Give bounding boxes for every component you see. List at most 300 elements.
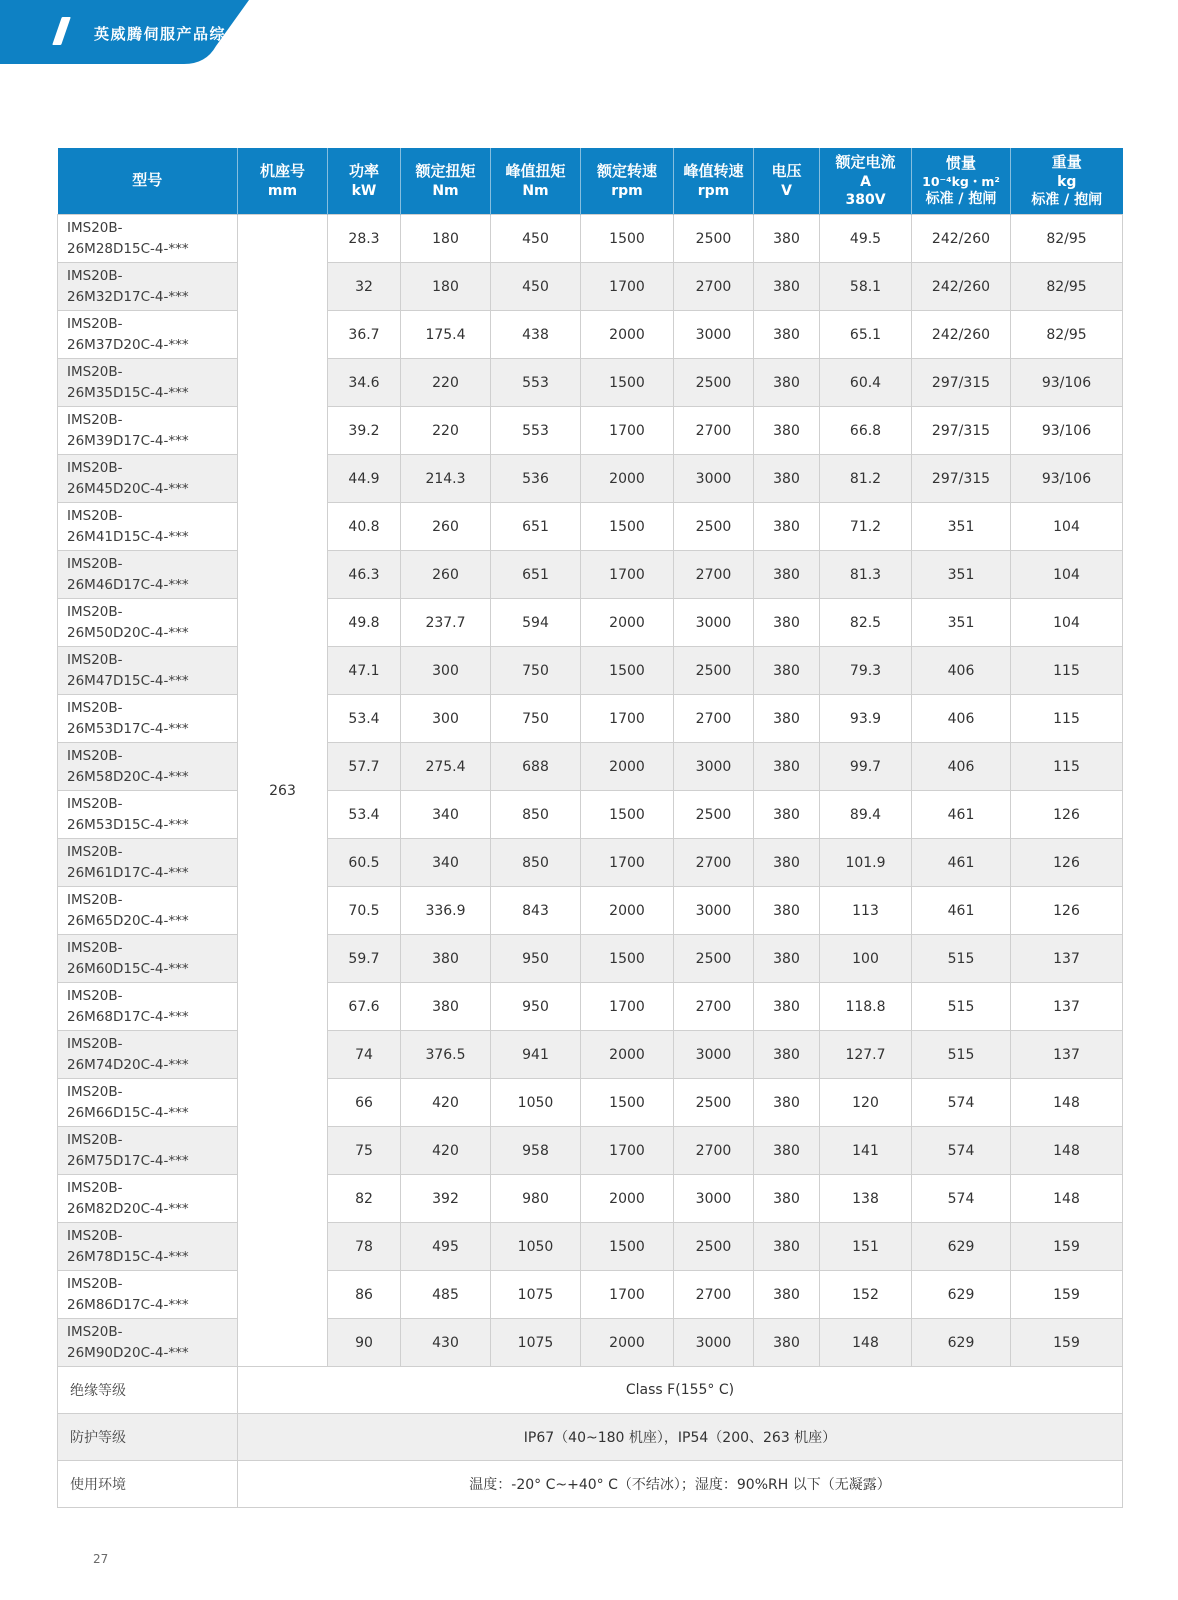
model-cell [58,791,238,839]
model-line: 26M53D15C-4-*** [67,816,189,833]
model-line: IMS20B- [67,267,123,284]
power-cell: 66 [328,1079,401,1127]
peak-speed-cell: 2500 [674,1223,754,1271]
power-cell: 59.7 [328,935,401,983]
model-line: IMS20B- [67,1275,123,1292]
table-row [58,743,1123,791]
inertia-cell: 574 [912,1127,1011,1175]
model-line: IMS20B- [67,219,123,236]
inertia-cell: 461 [912,887,1011,935]
header-line: 标准 / 抱闸 [925,190,997,207]
header-line: A [860,173,871,190]
peak-torque-cell: 850 [491,791,581,839]
rated-current-cell: 118.8 [820,983,912,1031]
peak-torque-cell: 750 [491,647,581,695]
header-line: 功率 [348,162,379,181]
table-row [58,1319,1123,1367]
weight-cell: 159 [1011,1319,1123,1367]
inertia-cell: 515 [912,935,1011,983]
model-line: 26M82D20C-4-*** [67,1200,189,1217]
header-line: kg [1057,173,1077,190]
inertia-cell: 351 [912,503,1011,551]
rated-current-cell: 138 [820,1175,912,1223]
power-cell: 36.7 [328,311,401,359]
table-row [58,599,1123,647]
footer-value: Class F(155° C) [238,1367,1123,1414]
rated-torque-cell: 180 [401,215,491,263]
inertia-cell: 461 [912,839,1011,887]
rated-torque-cell: 495 [401,1223,491,1271]
model-cell [58,647,238,695]
peak-speed-cell: 2500 [674,359,754,407]
model-line: IMS20B- [67,507,123,524]
header-line: 峰值扭矩 [505,162,566,181]
rated-speed-cell: 1700 [581,839,674,887]
peak-torque-cell: 651 [491,551,581,599]
header-line: V [781,182,792,199]
model-cell [58,359,238,407]
inertia-cell: 574 [912,1079,1011,1127]
model-cell [58,1319,238,1367]
rated-speed-cell: 2000 [581,599,674,647]
voltage-cell: 380 [754,215,820,263]
frame-size-cell: 263 [238,215,328,1367]
model-line: 26M41D15C-4-*** [67,528,189,545]
rated-torque-cell: 336.9 [401,887,491,935]
weight-cell: 126 [1011,839,1123,887]
peak-speed-cell: 2500 [674,215,754,263]
footer-row [58,1414,1123,1461]
spec-table-header [58,148,1123,215]
table-row [58,551,1123,599]
rated-speed-cell: 1700 [581,407,674,455]
table-row [58,503,1123,551]
peak-speed-cell: 2500 [674,503,754,551]
peak-speed-cell: 3000 [674,1319,754,1367]
model-line: 26M45D20C-4-*** [67,480,189,497]
model-line: IMS20B- [67,459,123,476]
voltage-cell: 380 [754,599,820,647]
rated-current-cell: 152 [820,1271,912,1319]
rated-speed-cell: 1500 [581,215,674,263]
column-header-power [328,148,401,215]
inertia-cell: 297/315 [912,359,1011,407]
inertia-cell: 297/315 [912,455,1011,503]
rated-torque-cell: 220 [401,359,491,407]
spec-table-body [58,215,1123,1508]
voltage-cell: 380 [754,407,820,455]
model-cell [58,311,238,359]
rated-speed-cell: 1500 [581,647,674,695]
weight-cell: 115 [1011,695,1123,743]
weight-cell: 93/106 [1011,407,1123,455]
peak-torque-cell: 950 [491,935,581,983]
voltage-cell: 380 [754,839,820,887]
column-header-frame [238,148,328,215]
table-row [58,1031,1123,1079]
rated-torque-cell: 380 [401,935,491,983]
voltage-cell: 380 [754,551,820,599]
power-cell: 32 [328,263,401,311]
header-line: Nm [522,182,549,199]
inertia-cell: 406 [912,695,1011,743]
weight-cell: 104 [1011,503,1123,551]
header-line: Nm [432,182,459,199]
weight-cell: 93/106 [1011,359,1123,407]
header-line: 额定转速 [596,162,657,181]
weight-cell: 159 [1011,1223,1123,1271]
header-line: 电压 [771,162,802,181]
model-line: 26M78D15C-4-*** [67,1248,189,1265]
model-line: IMS20B- [67,747,123,764]
column-header-peak-speed [674,148,754,215]
peak-torque-cell: 594 [491,599,581,647]
model-line: IMS20B- [67,939,123,956]
column-header-inertia [912,148,1011,215]
model-line: IMS20B- [67,987,123,1004]
power-cell: 39.2 [328,407,401,455]
header-line: 10⁻⁴kg・m² [922,173,1000,189]
motor-spec-table [57,148,1123,1508]
rated-current-cell: 100 [820,935,912,983]
header-line: 型号 [132,171,163,190]
voltage-cell: 380 [754,1127,820,1175]
peak-speed-cell: 2700 [674,263,754,311]
inertia-cell: 351 [912,551,1011,599]
model-line: 26M86D17C-4-*** [67,1296,189,1313]
model-line: 26M74D20C-4-*** [67,1056,189,1073]
model-line: IMS20B- [67,699,123,716]
peak-torque-cell: 1050 [491,1079,581,1127]
weight-cell: 82/95 [1011,263,1123,311]
rated-current-cell: 49.5 [820,215,912,263]
model-cell [58,1079,238,1127]
model-cell [58,839,238,887]
model-cell [58,1223,238,1271]
rated-torque-cell: 420 [401,1079,491,1127]
peak-speed-cell: 2700 [674,1127,754,1175]
model-line: 26M28D15C-4-*** [67,240,189,257]
inertia-cell: 242/260 [912,311,1011,359]
inertia-cell: 515 [912,1031,1011,1079]
model-line: IMS20B- [67,891,123,908]
header-line: mm [267,182,298,199]
table-row [58,983,1123,1031]
power-cell: 74 [328,1031,401,1079]
model-cell [58,1175,238,1223]
voltage-cell: 380 [754,695,820,743]
rated-torque-cell: 300 [401,647,491,695]
model-line: 26M90D20C-4-*** [67,1344,189,1361]
peak-speed-cell: 2700 [674,407,754,455]
rated-speed-cell: 2000 [581,1319,674,1367]
model-line: IMS20B- [67,1323,123,1340]
header-line: rpm [611,182,643,199]
rated-current-cell: 99.7 [820,743,912,791]
rated-torque-cell: 430 [401,1319,491,1367]
inertia-cell: 242/260 [912,215,1011,263]
weight-cell: 115 [1011,647,1123,695]
banner-title: 英威腾伺服产品综合样本 [94,25,276,43]
voltage-cell: 380 [754,503,820,551]
rated-torque-cell: 420 [401,1127,491,1175]
peak-torque-cell: 980 [491,1175,581,1223]
voltage-cell: 380 [754,1031,820,1079]
header-line: rpm [697,182,730,199]
model-line: 26M53D17C-4-*** [67,720,189,737]
model-cell [58,935,238,983]
rated-speed-cell: 1500 [581,503,674,551]
rated-current-cell: 151 [820,1223,912,1271]
model-line: IMS20B- [67,1035,123,1052]
rated-current-cell: 60.4 [820,359,912,407]
model-cell [58,1031,238,1079]
rated-speed-cell: 1700 [581,551,674,599]
power-cell: 82 [328,1175,401,1223]
table-row [58,455,1123,503]
model-line: 26M65D20C-4-*** [67,912,189,929]
model-cell [58,743,238,791]
power-cell: 34.6 [328,359,401,407]
rated-torque-cell: 237.7 [401,599,491,647]
rated-torque-cell: 260 [401,503,491,551]
inertia-cell: 242/260 [912,263,1011,311]
peak-torque-cell: 553 [491,407,581,455]
model-line: 26M39D17C-4-*** [67,432,189,449]
model-line: 26M75D17C-4-*** [67,1152,189,1169]
table-row [58,887,1123,935]
model-line: 26M37D20C-4-*** [67,336,189,353]
inertia-cell: 629 [912,1223,1011,1271]
model-cell [58,503,238,551]
rated-speed-cell: 2000 [581,455,674,503]
model-line: IMS20B- [67,1083,123,1100]
model-line: IMS20B- [67,603,123,620]
power-cell: 70.5 [328,887,401,935]
table-row [58,647,1123,695]
weight-cell: 104 [1011,551,1123,599]
rated-current-cell: 89.4 [820,791,912,839]
footer-label: 绝缘等级 [58,1367,238,1414]
peak-speed-cell: 3000 [674,887,754,935]
header-line: kW [351,182,377,199]
rated-current-cell: 81.2 [820,455,912,503]
model-line: 26M58D20C-4-*** [67,768,189,785]
rated-speed-cell: 2000 [581,887,674,935]
weight-cell: 126 [1011,887,1123,935]
table-row [58,311,1123,359]
model-line: IMS20B- [67,1179,123,1196]
inertia-cell: 406 [912,743,1011,791]
peak-speed-cell: 3000 [674,455,754,503]
rated-current-cell: 101.9 [820,839,912,887]
rated-speed-cell: 2000 [581,1175,674,1223]
rated-current-cell: 71.2 [820,503,912,551]
peak-torque-cell: 651 [491,503,581,551]
header-line: 380V [845,191,886,208]
model-line: IMS20B- [67,555,123,572]
weight-cell: 115 [1011,743,1123,791]
power-cell: 49.8 [328,599,401,647]
peak-torque-cell: 438 [491,311,581,359]
peak-speed-cell: 2500 [674,647,754,695]
model-line: IMS20B- [67,651,123,668]
rated-speed-cell: 1500 [581,1079,674,1127]
rated-current-cell: 93.9 [820,695,912,743]
table-row [58,1175,1123,1223]
rated-speed-cell: 2000 [581,743,674,791]
column-header-voltage [754,148,820,215]
rated-torque-cell: 380 [401,983,491,1031]
voltage-cell: 380 [754,311,820,359]
rated-torque-cell: 260 [401,551,491,599]
peak-speed-cell: 2700 [674,1271,754,1319]
peak-torque-cell: 1075 [491,1271,581,1319]
rated-speed-cell: 2000 [581,1031,674,1079]
voltage-cell: 380 [754,1319,820,1367]
table-row [58,935,1123,983]
table-row [58,1223,1123,1271]
model-line: IMS20B- [67,795,123,812]
rated-current-cell: 148 [820,1319,912,1367]
voltage-cell: 380 [754,263,820,311]
power-cell: 47.1 [328,647,401,695]
footer-value: IP67（40~180 机座），IP54（200、263 机座） [238,1414,1123,1461]
rated-torque-cell: 300 [401,695,491,743]
voltage-cell: 380 [754,1223,820,1271]
power-cell: 46.3 [328,551,401,599]
rated-speed-cell: 2000 [581,311,674,359]
power-cell: 90 [328,1319,401,1367]
rated-current-cell: 120 [820,1079,912,1127]
rated-current-cell: 81.3 [820,551,912,599]
voltage-cell: 380 [754,791,820,839]
model-line: 26M66D15C-4-*** [67,1104,189,1121]
power-cell: 57.7 [328,743,401,791]
power-cell: 86 [328,1271,401,1319]
model-cell [58,407,238,455]
table-row [58,1079,1123,1127]
model-line: IMS20B- [67,315,123,332]
rated-torque-cell: 180 [401,263,491,311]
header-line: 机座号 [259,162,305,181]
rated-torque-cell: 340 [401,791,491,839]
power-cell: 53.4 [328,791,401,839]
rated-current-cell: 79.3 [820,647,912,695]
weight-cell: 148 [1011,1175,1123,1223]
inertia-cell: 574 [912,1175,1011,1223]
rated-speed-cell: 1500 [581,935,674,983]
table-row [58,791,1123,839]
footer-row [58,1367,1123,1414]
peak-torque-cell: 750 [491,695,581,743]
rated-speed-cell: 1700 [581,1271,674,1319]
rated-current-cell: 65.1 [820,311,912,359]
rated-torque-cell: 485 [401,1271,491,1319]
model-cell [58,983,238,1031]
model-line: 26M50D20C-4-*** [67,624,189,641]
table-row [58,695,1123,743]
model-cell [58,263,238,311]
weight-cell: 82/95 [1011,215,1123,263]
weight-cell: 137 [1011,983,1123,1031]
rated-speed-cell: 1700 [581,983,674,1031]
weight-cell: 104 [1011,599,1123,647]
peak-speed-cell: 3000 [674,743,754,791]
rated-torque-cell: 392 [401,1175,491,1223]
power-cell: 53.4 [328,695,401,743]
rated-speed-cell: 1500 [581,791,674,839]
inertia-cell: 351 [912,599,1011,647]
voltage-cell: 380 [754,743,820,791]
column-header-rated-current [820,148,912,215]
model-line: 26M46D17C-4-*** [67,576,189,593]
peak-speed-cell: 3000 [674,599,754,647]
footer-value: 温度：-20° C~+40° C（不结冰）；湿度：90%RH 以下（无凝露） [238,1461,1123,1508]
model-line: 26M60D15C-4-*** [67,960,189,977]
header-line: 惯量 [945,154,976,173]
rated-torque-cell: 376.5 [401,1031,491,1079]
rated-current-cell: 141 [820,1127,912,1175]
model-line: IMS20B- [67,843,123,860]
peak-speed-cell: 2700 [674,695,754,743]
peak-speed-cell: 2500 [674,935,754,983]
peak-speed-cell: 2500 [674,791,754,839]
voltage-cell: 380 [754,935,820,983]
footer-row [58,1461,1123,1508]
voltage-cell: 380 [754,647,820,695]
rated-torque-cell: 275.4 [401,743,491,791]
rated-torque-cell: 175.4 [401,311,491,359]
model-cell [58,551,238,599]
rated-current-cell: 113 [820,887,912,935]
table-row [58,1127,1123,1175]
peak-torque-cell: 958 [491,1127,581,1175]
peak-torque-cell: 1050 [491,1223,581,1271]
footer-label: 防护等级 [58,1414,238,1461]
rated-current-cell: 66.8 [820,407,912,455]
voltage-cell: 380 [754,1175,820,1223]
header-line: 额定电流 [835,153,896,172]
footer-label: 使用环境 [58,1461,238,1508]
model-cell [58,215,238,263]
model-line: IMS20B- [67,1131,123,1148]
power-cell: 60.5 [328,839,401,887]
peak-speed-cell: 3000 [674,311,754,359]
weight-cell: 137 [1011,935,1123,983]
page-header-banner [0,0,276,66]
peak-torque-cell: 450 [491,263,581,311]
header-line: 标准 / 抱闸 [1031,191,1103,208]
table-row [58,1271,1123,1319]
peak-speed-cell: 3000 [674,1031,754,1079]
peak-speed-cell: 2700 [674,839,754,887]
peak-torque-cell: 850 [491,839,581,887]
rated-current-cell: 82.5 [820,599,912,647]
peak-speed-cell: 3000 [674,1175,754,1223]
header-line: 额定扭矩 [415,162,476,181]
weight-cell: 159 [1011,1271,1123,1319]
power-cell: 75 [328,1127,401,1175]
inertia-cell: 297/315 [912,407,1011,455]
peak-speed-cell: 2700 [674,983,754,1031]
model-line: 26M61D17C-4-*** [67,864,189,881]
model-cell [58,1271,238,1319]
page-number: 27 [93,1552,109,1566]
peak-torque-cell: 450 [491,215,581,263]
peak-torque-cell: 843 [491,887,581,935]
weight-cell: 148 [1011,1127,1123,1175]
